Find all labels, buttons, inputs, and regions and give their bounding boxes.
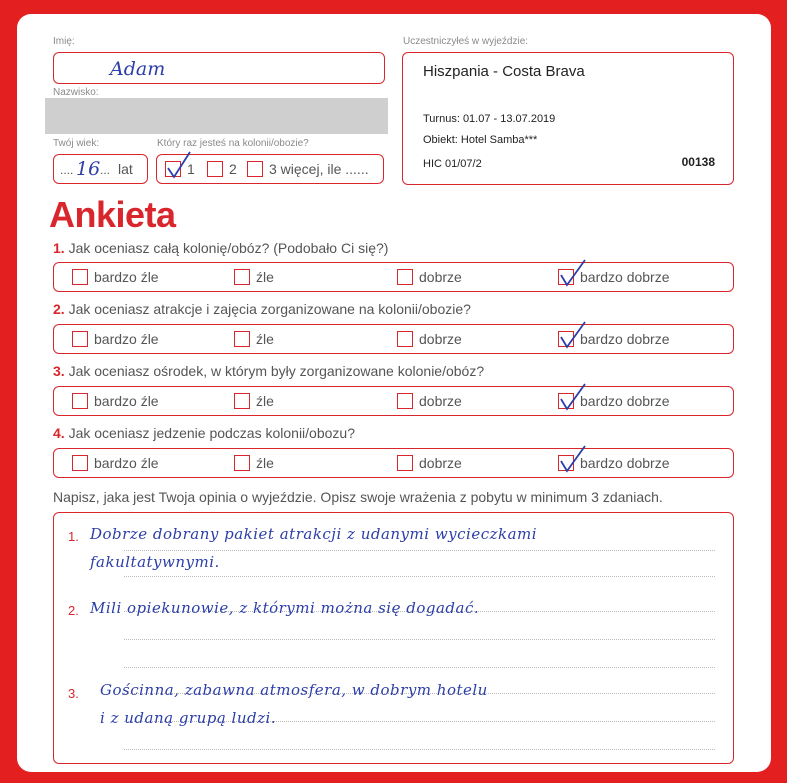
answer-2-number: 2.: [68, 603, 79, 618]
q2-option-dobrze[interactable]: dobrze: [397, 331, 462, 347]
q4-checkbox-4[interactable]: [558, 455, 574, 471]
answer-3-line-2: i z udaną grupą ludzi.: [100, 709, 277, 727]
answer-1-number: 1.: [68, 529, 79, 544]
q2-checkbox-1[interactable]: [72, 331, 88, 347]
q3-option-zle[interactable]: źle: [234, 393, 274, 409]
q1-checkbox-2[interactable]: [234, 269, 250, 285]
trip-code: HIC 01/07/2: [423, 158, 482, 170]
answer-1-line-2: fakultatywnymi.: [90, 553, 220, 571]
q3-option-bardzo-dobrze[interactable]: bardzo dobrze: [558, 393, 670, 409]
q4-option-bardzo-dobrze[interactable]: bardzo dobrze: [558, 455, 670, 471]
age-label: Twój wiek:: [53, 138, 100, 149]
q2-checkbox-3[interactable]: [397, 331, 413, 347]
question-1: 1. Jak oceniasz całą kolonię/obóz? (Podobało Ci się?): [53, 240, 389, 256]
q1-checkbox-1[interactable]: [72, 269, 88, 285]
checkmark-icon: [166, 150, 192, 180]
checkmark-icon: [559, 258, 587, 288]
trip-turnus: Turnus: 01.07 - 13.07.2019: [423, 113, 556, 125]
question-2: 2. Jak oceniasz atrakcje i zajęcia zorganizowane na kolonii/obozie?: [53, 301, 471, 317]
q3-checkbox-1[interactable]: [72, 393, 88, 409]
age-value: 16: [76, 158, 101, 180]
times-field: [156, 154, 384, 184]
q1-option-dobrze[interactable]: dobrze: [397, 269, 462, 285]
q3-checkbox-2[interactable]: [234, 393, 250, 409]
answer-3-number: 3.: [68, 686, 79, 701]
name-field[interactable]: [53, 52, 385, 84]
times-option-1[interactable]: 1: [165, 161, 195, 177]
opinion-textarea[interactable]: [53, 512, 734, 764]
q1-option-bardzo-zle[interactable]: bardzo źle: [72, 269, 159, 285]
question-2-options: [53, 324, 734, 354]
trip-obiekt: Obiekt: Hotel Samba***: [423, 134, 538, 146]
q3-checkbox-4[interactable]: [558, 393, 574, 409]
q4-checkbox-1[interactable]: [72, 455, 88, 471]
times-checkbox-1[interactable]: [165, 161, 181, 177]
answer-2-line-1: Mili opiekunowie, z którymi można się dogadać.: [90, 599, 480, 617]
q3-option-bardzo-zle[interactable]: bardzo źle: [72, 393, 159, 409]
age-field[interactable]: .... 16 ... lat: [53, 154, 148, 184]
name-value: Adam: [110, 58, 166, 80]
q2-option-bardzo-dobrze[interactable]: bardzo dobrze: [558, 331, 670, 347]
q1-option-zle[interactable]: źle: [234, 269, 274, 285]
times-checkbox-3[interactable]: [247, 161, 263, 177]
times-option-2[interactable]: 2: [207, 161, 237, 177]
age-unit: lat: [118, 161, 133, 177]
question-3: 3. Jak oceniasz ośrodek, w którym były zorganizowane kolonie/obóz?: [53, 363, 485, 379]
q4-option-dobrze[interactable]: dobrze: [397, 455, 462, 471]
q1-checkbox-4[interactable]: [558, 269, 574, 285]
times-label: Który raz jesteś na kolonii/obozie?: [157, 138, 309, 149]
question-1-options: [53, 262, 734, 292]
form-number: 00138: [681, 155, 715, 169]
trip-title: Hiszpania - Costa Brava: [423, 63, 585, 80]
q4-checkbox-3[interactable]: [397, 455, 413, 471]
q2-option-bardzo-zle[interactable]: bardzo źle: [72, 331, 159, 347]
times-option-3[interactable]: 3 więcej, ile ......: [247, 161, 369, 177]
question-3-options: [53, 386, 734, 416]
answer-3-line-1: Gościnna, zabawna atmosfera, w dobrym hotelu: [100, 681, 488, 699]
checkmark-icon: [559, 382, 587, 412]
checkmark-icon: [559, 320, 587, 350]
survey-title: Ankieta: [49, 194, 176, 235]
question-4: 4. Jak oceniasz jedzenie podczas kolonii/obozu?: [53, 425, 355, 441]
q2-checkbox-4[interactable]: [558, 331, 574, 347]
checkmark-icon: [559, 444, 587, 474]
times-checkbox-2[interactable]: [207, 161, 223, 177]
surname-label: Nazwisko:: [53, 87, 99, 98]
q2-option-zle[interactable]: źle: [234, 331, 274, 347]
q4-checkbox-2[interactable]: [234, 455, 250, 471]
q3-checkbox-3[interactable]: [397, 393, 413, 409]
q1-option-bardzo-dobrze[interactable]: bardzo dobrze: [558, 269, 670, 285]
q1-checkbox-3[interactable]: [397, 269, 413, 285]
survey-sheet: [17, 14, 771, 772]
answer-1-line-1: Dobrze dobrany pakiet atrakcji z udanymi wycieczkami: [90, 525, 538, 543]
q4-option-zle[interactable]: źle: [234, 455, 274, 471]
opinion-prompt: Napisz, jaka jest Twoja opinia o wyjeździe. Opisz swoje wrażenia z pobytu w minimum 3 zdaniach.: [53, 489, 663, 505]
q3-option-dobrze[interactable]: dobrze: [397, 393, 462, 409]
participant-label: Uczestniczyłeś w wyjeździe:: [403, 36, 529, 47]
trip-info-box: [402, 52, 734, 185]
q4-option-bardzo-zle[interactable]: bardzo źle: [72, 455, 159, 471]
q2-checkbox-2[interactable]: [234, 331, 250, 347]
question-4-options: [53, 448, 734, 478]
surname-redacted: [45, 98, 388, 134]
name-label: Imię:: [53, 36, 75, 47]
